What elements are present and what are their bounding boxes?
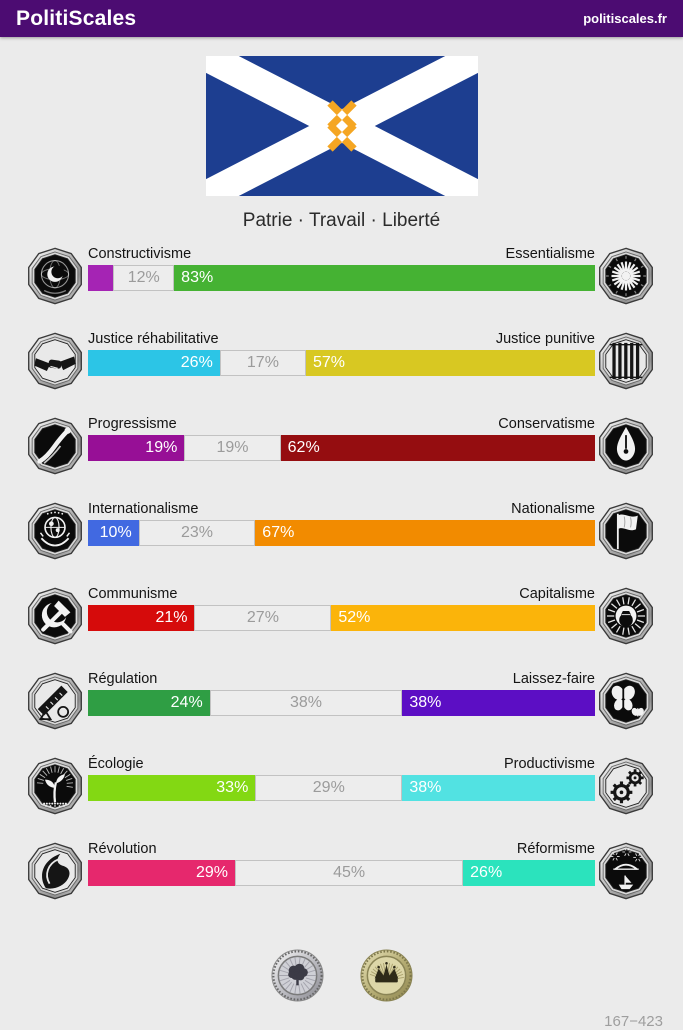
punitive-justice-bars-icon — [597, 332, 655, 390]
axis-left-segment: 29% — [88, 860, 235, 886]
axis-left-segment: 19% — [88, 435, 184, 461]
axis-neutral-segment: 27% — [194, 605, 331, 631]
axis-right-label: Essentialisme — [506, 245, 595, 263]
axis-neutral-segment: 17% — [220, 350, 306, 376]
axis-labels — [88, 578, 595, 603]
axis-right-label: Conservatisme — [498, 415, 595, 433]
axis-left-segment: 33% — [88, 775, 255, 801]
axis-left-label: Écologie — [88, 755, 144, 773]
regulation-ruler-icon — [26, 672, 84, 730]
axis-left-label: Révolution — [88, 840, 157, 858]
axis-left-segment: 21% — [88, 605, 194, 631]
axis-right-label: Productivisme — [504, 755, 595, 773]
axis-left-segment: 26% — [88, 350, 220, 376]
axis-right-label: Laissez-faire — [513, 670, 595, 688]
axis-bar — [88, 265, 595, 291]
axis-right-segment: 57% — [306, 350, 595, 376]
axis-right-segment: 38% — [402, 690, 595, 716]
axis-neutral-segment: 29% — [255, 775, 402, 801]
axis-labels — [88, 833, 595, 858]
communism-hammer-sickle-icon — [26, 587, 84, 645]
bonus-badges — [0, 948, 683, 1003]
constructivism-sphere-icon — [26, 247, 84, 305]
internationalism-globe-icon — [26, 502, 84, 560]
axis-labels — [88, 323, 595, 348]
axis-row — [0, 663, 683, 748]
result-flag — [0, 56, 683, 196]
conservatism-pen-nib-icon — [597, 417, 655, 475]
rehabilitative-justice-handshake-icon — [26, 332, 84, 390]
motto-text: Patrie · Travail · Liberté — [0, 210, 683, 232]
axis-labels — [88, 238, 595, 263]
axis-neutral-segment: 19% — [184, 435, 280, 461]
laissez-faire-butterflies-icon — [597, 672, 655, 730]
essentialism-flower-icon — [597, 247, 655, 305]
axis-row — [0, 238, 683, 323]
axis-row — [0, 408, 683, 493]
axis-row — [0, 578, 683, 663]
axis-left-label: Constructivisme — [88, 245, 191, 263]
axis-right-segment: 38% — [402, 775, 595, 801]
page-title: PolitiScales — [16, 7, 136, 31]
site-link[interactable]: politiscales.fr — [583, 11, 667, 26]
revolution-phoenix-icon — [26, 842, 84, 900]
axis-neutral-segment: 12% — [113, 265, 174, 291]
axis-left-label: Internationalisme — [88, 500, 198, 518]
axis-right-segment: 83% — [174, 265, 595, 291]
pragmatism-brain-medal-icon — [270, 948, 325, 1003]
axis-bar — [88, 605, 595, 631]
result-code: 167−423 — [0, 1013, 663, 1030]
axis-left-segment — [88, 265, 113, 291]
axes-list — [0, 238, 683, 918]
axis-right-segment: 26% — [463, 860, 595, 886]
axis-row — [0, 748, 683, 833]
axis-bar — [88, 690, 595, 716]
flag-image — [206, 56, 478, 196]
axis-right-label: Nationalisme — [511, 500, 595, 518]
axis-right-label: Réformisme — [517, 840, 595, 858]
axis-bar — [88, 435, 595, 461]
axis-neutral-segment: 45% — [235, 860, 463, 886]
productivism-gears-icon — [597, 757, 655, 815]
axis-neutral-segment: 38% — [210, 690, 403, 716]
axis-neutral-segment: 23% — [139, 520, 256, 546]
reformism-boat-icon — [597, 842, 655, 900]
axis-right-segment: 62% — [281, 435, 595, 461]
axis-row — [0, 493, 683, 578]
axis-bar — [88, 520, 595, 546]
crown-medal-icon — [359, 948, 414, 1003]
ecology-sprout-icon — [26, 757, 84, 815]
axis-bar — [88, 775, 595, 801]
axis-left-segment: 10% — [88, 520, 139, 546]
axis-left-label: Régulation — [88, 670, 157, 688]
axis-left-label: Communisme — [88, 585, 177, 603]
axis-left-segment: 24% — [88, 690, 210, 716]
axis-right-label: Justice punitive — [496, 330, 595, 348]
axis-right-label: Capitalisme — [519, 585, 595, 603]
axis-labels — [88, 493, 595, 518]
axis-row — [0, 833, 683, 918]
progressivism-comet-icon — [26, 417, 84, 475]
axis-right-segment: 52% — [331, 605, 595, 631]
axis-labels — [88, 748, 595, 773]
axis-left-label: Progressisme — [88, 415, 177, 433]
axis-bar — [88, 860, 595, 886]
axis-right-segment: 67% — [255, 520, 595, 546]
axis-labels — [88, 663, 595, 688]
axis-left-label: Justice réhabilitative — [88, 330, 219, 348]
axis-bar — [88, 350, 595, 376]
nationalism-flag-icon — [597, 502, 655, 560]
axis-row — [0, 323, 683, 408]
capitalism-money-bag-icon — [597, 587, 655, 645]
app-header — [0, 0, 683, 37]
axis-labels — [88, 408, 595, 433]
